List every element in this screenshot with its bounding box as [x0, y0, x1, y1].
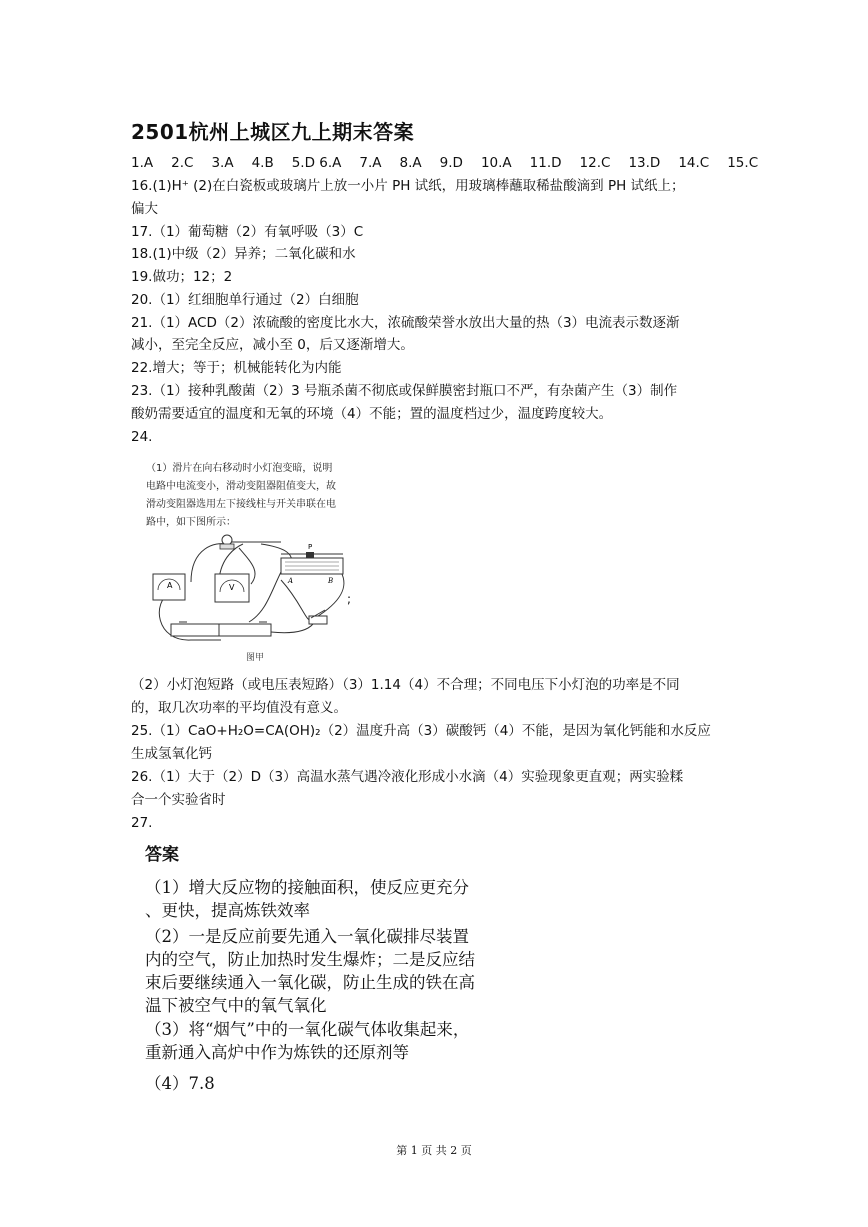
- mcq-answer: 1.A: [131, 155, 154, 171]
- lamp-icon: [220, 535, 234, 549]
- answer27-line: 内的空气，防止加热时发生爆炸；二是反应结: [145, 950, 475, 969]
- mcq-answer: 15.C: [727, 155, 759, 171]
- mcq-answer: 14.C: [678, 155, 710, 171]
- multiple-choice-answers: [131, 152, 776, 174]
- mcq-answer: 13.D: [628, 155, 661, 171]
- answer27-line: 、更快，提高炼铁效率: [145, 901, 310, 920]
- page-title: 2501杭州上城区九上期末答案: [131, 120, 415, 144]
- mcq-answer: 4.B: [251, 155, 274, 171]
- page-footer: 第 1 页 共 2 页: [396, 1144, 472, 1157]
- answer27-line: （4）7.8: [145, 1074, 215, 1093]
- mcq-answer: 9.D: [439, 155, 463, 171]
- answer27-line: 重新通入高炉中作为炼铁的还原剂等: [145, 1043, 409, 1062]
- figure-text-line: （1）滑片在向右移动时小灯泡变暗，说明: [146, 463, 333, 474]
- answer-25-line2: 生成氢氧化钙: [131, 746, 212, 762]
- ammeter-icon: [153, 574, 185, 600]
- answer-16-line2: 偏大: [131, 201, 158, 217]
- answer-21-line1: 21.（1）ACD（2）浓硫酸的密度比水大，浓硫酸荣誉水放出大量的热（3）电流表示数逐渐: [131, 315, 680, 331]
- answer-25-line1: 25.（1）CaO+H₂O=CA(OH)₂（2）温度升高（3）碳酸钙（4）不能，是因为氧化钙能和水反应: [131, 723, 711, 739]
- answer-27-label: 27.: [131, 815, 153, 831]
- rheostat-icon: [281, 543, 343, 585]
- answer-22: 22.增大；等于；机械能转化为内能: [131, 360, 342, 376]
- answer-23-line1: 23.（1）接种乳酸菌（2）3 号瓶杀菌不彻底或保鲜膜密封瓶口不严，有杂菌产生（3）制作: [131, 383, 678, 399]
- battery-icon: [171, 622, 271, 636]
- mcq-answer: 8.A: [399, 155, 422, 171]
- answer-17: 17.（1）葡萄糖（2）有氧呼吸（3）C: [131, 224, 364, 240]
- rheostat-label-a: A: [288, 577, 294, 585]
- answer-18: 18.(1)中级（2）异养；二氧化碳和水: [131, 246, 356, 262]
- figure-text-line: 路中，如下图所示：: [146, 517, 236, 528]
- answer-20: 20.（1）红细胞单行通过（2）白细胞: [131, 292, 359, 308]
- answer-24-line2: 的，取几次功率的平均值没有意义。: [131, 700, 347, 716]
- answer-21-line2: 减小，至完全反应，减小至 0，后又逐渐增大。: [131, 337, 414, 353]
- mcq-answer: 2.C: [171, 155, 194, 171]
- answer-19: 19.做功；12；2: [131, 269, 233, 285]
- answer27-line: 束后要继续通入一氧化碳，防止生成的铁在高: [145, 973, 475, 992]
- answer27-line: （1）增大反应物的接触面积，使反应更充分: [145, 878, 469, 897]
- mcq-answer: 5.D 6.A: [291, 155, 342, 171]
- answer-16-line1: 16.(1)H⁺ (2)在白瓷板或玻璃片上放一小片 PH 试纸，用玻璃棒蘸取稀盐酸滴到 PH 试纸上；: [131, 178, 685, 194]
- answer27-line: （3）将“烟气”中的一氧化碳气体收集起来，: [145, 1020, 470, 1039]
- answer-26-line2: 合一个实验省时: [131, 792, 226, 808]
- figure-caption: 图甲: [246, 653, 265, 663]
- ammeter-label: A: [167, 581, 173, 590]
- circuit-diagram: [131, 452, 381, 667]
- figure-text-line: 电路中电流变小，滑动变阻器阻值变大，故: [146, 481, 336, 492]
- figure-text-line: 滑动变阻器选用左下接线柱与开关串联在电: [146, 499, 336, 510]
- figure-semicolon: ;: [347, 592, 352, 606]
- mcq-answer: 7.A: [359, 155, 382, 171]
- mcq-answer: 11.D: [529, 155, 562, 171]
- answer27-heading: 答案: [145, 845, 179, 865]
- rheostat-label-b: B: [328, 577, 334, 585]
- answer27-line: （2）一是反应前要先通入一氧化碳排尽装置: [145, 927, 469, 946]
- answer-23-line2: 酸奶需要适宜的温度和无氧的环境（4）不能；置的温度档过少，温度跨度较大。: [131, 406, 613, 422]
- voltmeter-icon: [215, 574, 249, 602]
- mcq-answer: 10.A: [480, 155, 512, 171]
- answer27-line: 温下被空气中的氧气氧化: [145, 996, 327, 1015]
- answer-26-line1: 26.（1）大于（2）D（3）高温水蒸气遇冷液化形成小水滴（4）实验现象更直观；两实验糅: [131, 769, 684, 785]
- answer-24-line1: （2）小灯泡短路（或电压表短路）（3）1.14（4）不合理；不同电压下小灯泡的功率是不同: [131, 677, 680, 693]
- voltmeter-label: V: [229, 583, 235, 592]
- mcq-answer: 3.A: [211, 155, 234, 171]
- rheostat-label-p: P: [308, 543, 313, 551]
- mcq-answer: 12.C: [579, 155, 611, 171]
- answer-24-label: 24.: [131, 429, 153, 445]
